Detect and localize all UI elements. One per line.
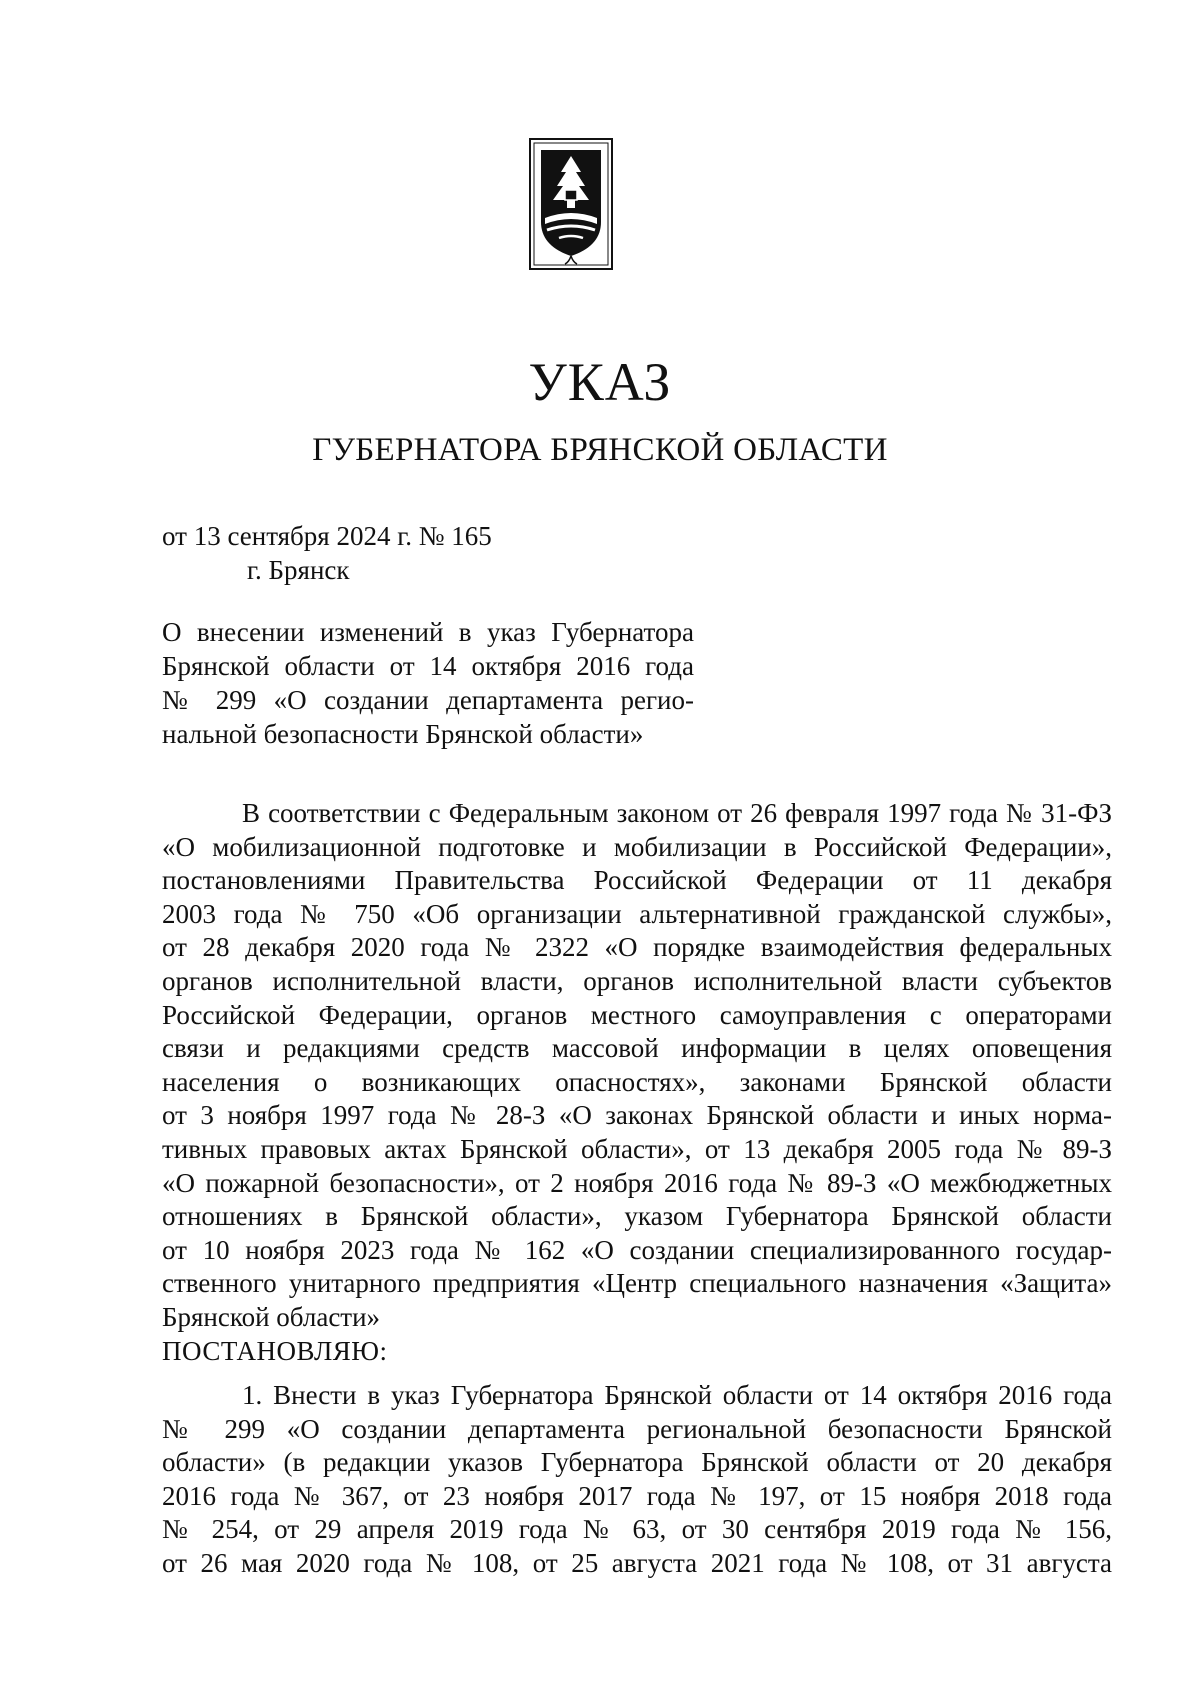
preamble-line: «О мобилизационной подготовке и мобилизации в Российской Федерации», bbox=[162, 831, 1112, 862]
document-title: УКАЗ bbox=[528, 352, 672, 412]
preamble-line: отношениях в Брянской области», указом Губернатора Брянской области bbox=[162, 1201, 1112, 1232]
preamble-line: «О пожарной безопасности», от 2 ноября 2016 года № 89-З «О межбюджетных bbox=[162, 1167, 1112, 1198]
preamble-line: от 3 ноября 1997 года № 28-З «О законах Брянской области и иных норма- bbox=[162, 1100, 1112, 1131]
preamble-line: органов исполнительной власти, органов исполнительной власти субъектов bbox=[162, 965, 1112, 996]
preamble-line: населения о возникающих опасностях», законами Брянской области bbox=[162, 1066, 1112, 1097]
decree-word: ПОСТАНОВЛЯЮ: bbox=[162, 1335, 388, 1366]
heading-line: Брянской области от 14 октября 2016 года bbox=[162, 651, 694, 681]
point-line: № 299 «О создании департамента региональной безопасности Брянской bbox=[162, 1413, 1112, 1444]
point-line: области» (в редакции указов Губернатора Брянской области от 20 декабря bbox=[162, 1447, 1112, 1478]
preamble-line: Брянской области» bbox=[162, 1301, 381, 1332]
preamble-line: В соответствии с Федеральным законом от 26 февраля 1997 года № 31-ФЗ bbox=[242, 798, 1112, 828]
preamble-line: Российской Федерации, органов местного самоуправления с операторами bbox=[162, 999, 1112, 1030]
preamble-line: связи и редакциями средств массовой информации в целях оповещения bbox=[162, 1033, 1112, 1064]
document-date-number: от 13 сентября 2024 г. № 165 bbox=[162, 521, 492, 551]
preamble-line: ственного унитарного предприятия «Центр специального назначения «Защита» bbox=[162, 1268, 1112, 1299]
heading-line: О внесении изменений в указ Губернатора bbox=[162, 617, 694, 647]
document-heading bbox=[162, 615, 694, 751]
preamble-line: тивных правовых актах Брянской области», от 13 декабря 2005 года № 89-З bbox=[162, 1133, 1112, 1164]
point-line: 1. Внести в указ Губернатора Брянской области от 14 октября 2016 года bbox=[242, 1380, 1112, 1410]
heading-line: № 299 «О создании департамента регио- bbox=[162, 685, 694, 715]
coat-of-arms-icon bbox=[529, 138, 613, 270]
heading-line: нальной безопасности Брянской области» bbox=[162, 719, 644, 749]
preamble-line: 2003 года № 750 «Об организации альтернативной гражданской службы», bbox=[162, 898, 1112, 929]
document-subtitle: ГУБЕРНАТОРА БРЯНСКОЙ ОБЛАСТИ bbox=[312, 432, 888, 468]
point-line: № 254, от 29 апреля 2019 года № 63, от 30 сентября 2019 года № 156, bbox=[162, 1514, 1112, 1545]
preamble-line: постановлениями Правительства Российской Федерации от 11 декабря bbox=[162, 865, 1112, 896]
point-line: 2016 года № 367, от 23 ноября 2017 года № 197, от 15 ноября 2018 года bbox=[162, 1480, 1112, 1511]
point-line: от 26 мая 2020 года № 108, от 25 августа 2021 года № 108, от 31 августа bbox=[162, 1547, 1112, 1578]
document-preamble bbox=[162, 797, 1112, 1368]
document-point-1 bbox=[162, 1379, 1112, 1581]
preamble-line: от 10 ноября 2023 года № 162 «О создании специализированного государ- bbox=[162, 1234, 1112, 1265]
preamble-line: от 28 декабря 2020 года № 2322 «О порядке взаимодействия федеральных bbox=[162, 932, 1112, 963]
document-place: г. Брянск bbox=[247, 555, 350, 585]
